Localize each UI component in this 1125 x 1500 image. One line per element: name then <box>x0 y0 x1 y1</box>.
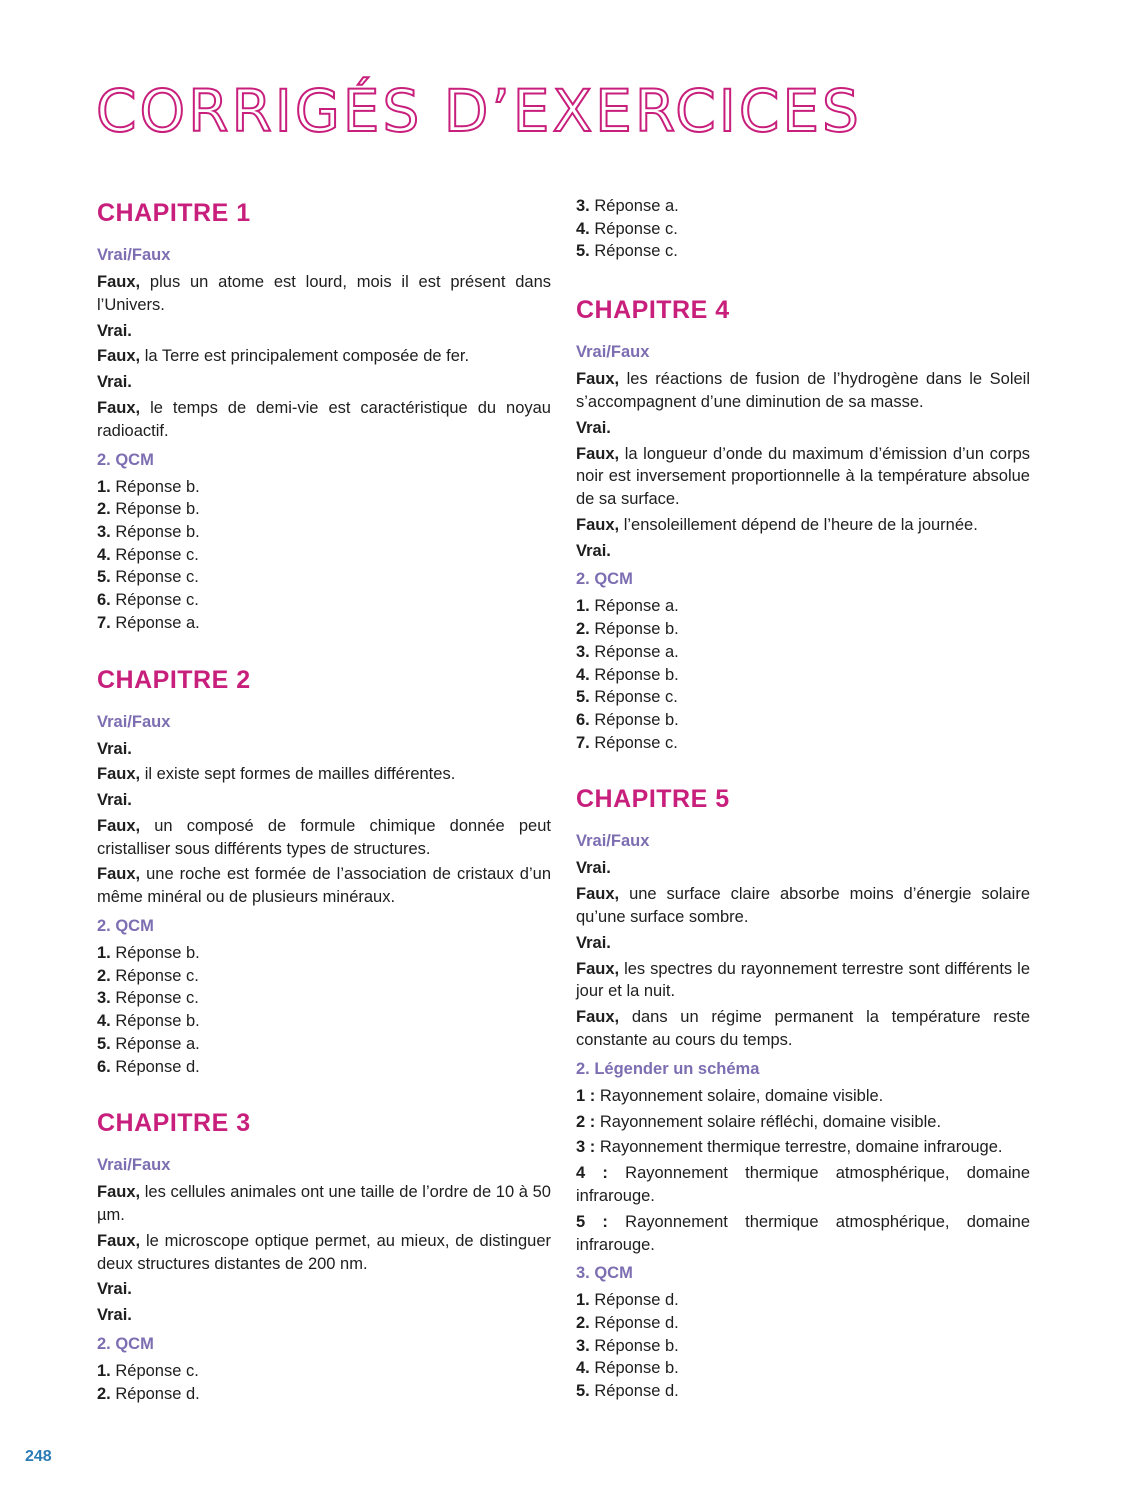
answer-text: Réponse c. <box>589 242 678 261</box>
list-item <box>576 686 1030 709</box>
answer-line <box>97 789 551 812</box>
right-column <box>576 195 1030 1431</box>
answer-label: 1. <box>97 1362 111 1381</box>
answer-line <box>97 815 551 861</box>
list-item <box>97 1010 551 1033</box>
answer-label: 1. <box>576 1291 590 1310</box>
answer-text: la longueur d’onde du maximum d’émission d’un corps noir est inversement proportionnelle à la température absolue de sa surface. <box>576 444 1030 509</box>
list-item <box>576 1312 1030 1335</box>
answer-text: Réponse b. <box>589 1336 679 1355</box>
list-item <box>576 240 1030 263</box>
qcm-list-continued <box>576 195 1030 263</box>
answer-label: Faux, <box>576 515 620 534</box>
list-item <box>97 566 551 589</box>
answer-label: Faux, <box>576 444 620 463</box>
chapter-1 <box>97 196 551 635</box>
answer-line <box>576 883 1030 929</box>
answer-label: 6. <box>576 711 590 729</box>
answer-text: Réponse b. <box>589 665 679 684</box>
answer-line <box>576 514 1030 537</box>
answer-label: Vrai. <box>576 933 611 952</box>
answer-line <box>576 417 1030 440</box>
answer-label: 7. <box>97 613 111 632</box>
chapter-4 <box>576 293 1030 754</box>
answer-label: Faux, <box>97 273 141 291</box>
answer-label: 5 : <box>576 1212 608 1231</box>
answer-text: la Terre est principalement composée de fer. <box>140 347 470 366</box>
answer-label: 3. <box>576 642 590 661</box>
answer-text: Réponse c. <box>589 733 678 752</box>
answer-label: Faux, <box>97 1183 141 1202</box>
answer-text: Réponse c. <box>110 545 199 564</box>
answer-label: 1. <box>97 477 111 496</box>
answer-text: il existe sept formes de mailles différentes. <box>140 765 456 784</box>
answer-label: Faux, <box>576 885 620 904</box>
answer-line <box>97 371 551 394</box>
qcm-list <box>97 476 551 635</box>
answer-label: Faux, <box>97 398 141 417</box>
answer-line <box>97 345 551 368</box>
list-item <box>576 218 1030 241</box>
list-item <box>97 476 551 499</box>
vrai-faux-list <box>97 738 551 910</box>
answer-label: Vrai. <box>97 739 132 758</box>
list-item <box>576 1380 1030 1403</box>
answer-label: 3. <box>576 1336 590 1355</box>
answer-line <box>576 1111 1030 1134</box>
answer-label: 5. <box>576 688 590 707</box>
answer-label: 3. <box>97 522 111 541</box>
answer-label: 3. <box>576 197 590 215</box>
page-number: 248 <box>25 1448 52 1465</box>
qcm-heading: 3. QCM <box>576 1264 633 1283</box>
answer-line <box>576 958 1030 1004</box>
answer-line <box>97 320 551 343</box>
left-column <box>97 196 551 1433</box>
answer-label: 3. <box>97 989 111 1008</box>
answer-label: 2 : <box>576 1112 596 1131</box>
answer-text: les cellules animales ont une taille de l’ordre de 10 à 50 µm. <box>97 1183 551 1225</box>
answer-label: 2. <box>97 1384 111 1403</box>
answer-text: Réponse a. <box>110 613 200 632</box>
answer-label: 5. <box>576 1382 590 1401</box>
answer-text: Réponse c. <box>110 966 199 985</box>
answer-label: 1. <box>576 597 590 616</box>
vrai-faux-heading: Vrai/Faux <box>576 343 650 362</box>
list-item <box>97 589 551 612</box>
answer-text: Réponse c. <box>589 688 678 707</box>
answer-text: Réponse b. <box>110 477 200 496</box>
answer-text: Réponse a. <box>589 642 679 661</box>
answer-line <box>576 1085 1030 1108</box>
vrai-faux-heading: Vrai/Faux <box>97 246 171 264</box>
answer-text: Réponse b. <box>110 944 200 963</box>
chapter-4-title: CHAPITRE 4 <box>576 296 730 325</box>
answer-text: Réponse a. <box>589 197 679 215</box>
answer-line <box>97 763 551 786</box>
list-item <box>97 544 551 567</box>
answer-line <box>97 1304 551 1327</box>
list-item <box>97 987 551 1010</box>
answer-line <box>576 932 1030 955</box>
answer-line <box>97 738 551 761</box>
answer-text: Réponse b. <box>110 522 200 541</box>
chapter-1-title: CHAPITRE 1 <box>97 199 251 227</box>
answer-text: le microscope optique permet, au mieux, de distinguer deux structures distantes de 200 nm. <box>97 1231 551 1273</box>
answer-line <box>576 1211 1030 1257</box>
chapter-5-title: CHAPITRE 5 <box>576 785 730 814</box>
answer-line <box>97 1230 551 1276</box>
list-item <box>576 732 1030 755</box>
answer-line <box>576 857 1030 880</box>
answer-text: le temps de demi-vie est caractéristique du noyau radioactif. <box>97 398 551 440</box>
answer-label: 2. <box>576 620 590 639</box>
answer-label: 4. <box>97 1012 111 1031</box>
answer-text: Réponse d. <box>589 1314 679 1333</box>
list-item <box>97 965 551 988</box>
vrai-faux-heading: Vrai/Faux <box>97 712 171 731</box>
answer-text: Réponse b. <box>110 1012 200 1031</box>
answer-text: dans un régime permanent la température reste constante au cours du temps. <box>576 1008 1030 1049</box>
list-item <box>97 1360 551 1383</box>
list-item <box>576 664 1030 687</box>
answer-label: Faux, <box>576 1008 620 1027</box>
answer-label: 4 : <box>576 1164 608 1183</box>
chapter-3 <box>97 1106 551 1405</box>
answer-label: 4. <box>576 219 590 238</box>
answer-label: 7. <box>576 733 590 752</box>
answer-line <box>97 1278 551 1301</box>
answer-line <box>97 271 551 317</box>
answer-text: Réponse b. <box>589 620 679 639</box>
list-item <box>97 1033 551 1056</box>
qcm-list <box>97 942 551 1078</box>
vrai-faux-heading: Vrai/Faux <box>97 1156 171 1175</box>
answer-label: 1. <box>97 944 111 963</box>
answer-label: Vrai. <box>576 859 611 878</box>
answer-label: Vrai. <box>97 321 132 340</box>
page-title: CORRIGÉS D’EXERCICES <box>96 77 862 145</box>
answer-label: Faux, <box>576 959 620 978</box>
answer-text: Rayonnement thermique atmosphérique, domaine infrarouge. <box>576 1164 1031 1205</box>
qcm-heading: 2. QCM <box>97 450 154 469</box>
answer-text: Réponse d. <box>589 1382 679 1401</box>
answer-label: 3 : <box>576 1138 596 1157</box>
answer-label: 4. <box>576 1359 590 1378</box>
answer-text: Rayonnement solaire réfléchi, domaine visible. <box>595 1112 942 1131</box>
answer-label: 4. <box>97 545 111 564</box>
answer-text: Réponse c. <box>110 591 199 610</box>
list-item <box>576 1357 1030 1380</box>
vrai-faux-list <box>97 1181 551 1327</box>
list-item <box>97 1056 551 1079</box>
qcm-heading: 2. QCM <box>97 1335 154 1354</box>
list-item <box>576 1335 1030 1358</box>
answer-line <box>576 368 1030 414</box>
answer-label: 5. <box>97 1034 111 1053</box>
answer-text: Rayonnement thermique terrestre, domaine infrarouge. <box>595 1138 1003 1157</box>
schema-list <box>576 1085 1030 1257</box>
answer-label: Vrai. <box>576 418 611 437</box>
vrai-faux-heading: Vrai/Faux <box>576 832 650 851</box>
answer-text: les réactions de fusion de l’hydrogène dans le Soleil s’accompagnent d’une diminution de sa masse. <box>576 370 1030 411</box>
vrai-faux-list <box>576 368 1030 562</box>
chapter-5 <box>576 782 1030 1402</box>
answer-text: Réponse b. <box>110 500 200 519</box>
answer-label: Vrai. <box>97 373 132 392</box>
qcm-heading: 2. QCM <box>97 917 154 936</box>
answer-text: Réponse c. <box>589 219 678 238</box>
answer-text: Réponse d. <box>110 1057 200 1076</box>
answer-text: Réponse a. <box>589 597 679 616</box>
answer-line <box>576 540 1030 563</box>
schema-heading: 2. Légender un schéma <box>576 1059 760 1078</box>
answer-line <box>97 863 551 909</box>
answer-label: Faux, <box>97 865 141 884</box>
answer-label: 2. <box>97 966 111 985</box>
list-item <box>576 595 1030 618</box>
answer-label: Vrai. <box>97 1280 132 1299</box>
answer-text: Réponse d. <box>110 1384 200 1403</box>
answer-line <box>97 1181 551 1227</box>
answer-text: Réponse c. <box>110 989 199 1008</box>
answer-label: Vrai. <box>97 1306 132 1325</box>
qcm-list <box>576 595 1030 754</box>
answer-label: 6. <box>97 1057 111 1076</box>
list-item <box>576 1289 1030 1312</box>
chapter-2-title: CHAPITRE 2 <box>97 665 251 694</box>
answer-label: 2. <box>97 500 111 519</box>
list-item <box>97 498 551 521</box>
list-item <box>576 618 1030 641</box>
answer-label: Faux, <box>97 816 141 835</box>
answer-label: Faux, <box>97 347 141 366</box>
answer-line <box>576 1162 1030 1208</box>
answer-line <box>97 397 551 443</box>
answer-text: une roche est formée de l’association de cristaux d’un même minéral ou de plusieurs minéraux. <box>97 865 551 907</box>
vrai-faux-list <box>97 271 551 443</box>
answer-label: Vrai. <box>576 541 611 560</box>
answer-line <box>576 1006 1030 1052</box>
answer-text: un composé de formule chimique donnée peut cristalliser sous différents types de structures. <box>97 816 551 858</box>
answer-text: plus un atome est lourd, mois il est présent dans l’Univers. <box>97 273 551 314</box>
answer-text: l’ensoleillement dépend de l’heure de la journée. <box>619 515 978 534</box>
qcm-list <box>97 1360 551 1405</box>
answer-text: Réponse c. <box>110 1362 199 1381</box>
list-item <box>97 1383 551 1406</box>
answer-label: 4. <box>576 665 590 684</box>
list-item <box>97 521 551 544</box>
answer-label: Faux, <box>97 765 141 784</box>
answer-text: Rayonnement thermique atmosphérique, domaine infrarouge. <box>576 1212 1031 1254</box>
answer-label: Faux, <box>97 1231 141 1250</box>
answer-line <box>576 443 1030 511</box>
vrai-faux-list <box>576 857 1030 1051</box>
answer-label: Faux, <box>576 370 620 389</box>
answer-text: Réponse d. <box>589 1291 679 1310</box>
qcm-heading: 2. QCM <box>576 570 633 589</box>
answer-label: 5. <box>576 242 590 261</box>
answer-label: Vrai. <box>97 791 132 810</box>
answer-label: 6. <box>97 591 111 610</box>
answer-text: les spectres du rayonnement terrestre sont différents le jour et la nuit. <box>576 959 1030 1001</box>
answer-text: une surface claire absorbe moins d’énergie solaire qu’une surface sombre. <box>576 885 1030 926</box>
list-item <box>97 942 551 965</box>
answer-label: 1 : <box>576 1086 596 1105</box>
chapter-2 <box>97 663 551 1079</box>
answer-label: 2. <box>576 1314 590 1333</box>
list-item <box>576 709 1030 732</box>
chapter-3-title: CHAPITRE 3 <box>97 1109 251 1138</box>
list-item <box>576 641 1030 664</box>
qcm-list <box>576 1289 1030 1403</box>
answer-text: Réponse b. <box>589 1359 679 1378</box>
list-item <box>97 612 551 635</box>
answer-line <box>576 1136 1030 1159</box>
answer-text: Réponse a. <box>110 1034 200 1053</box>
answer-text: Rayonnement solaire, domaine visible. <box>595 1086 884 1105</box>
list-item <box>576 195 1030 218</box>
chapter-3-continued <box>576 195 1030 263</box>
answer-label: 5. <box>97 568 111 587</box>
answer-text: Réponse c. <box>110 568 199 587</box>
answer-text: Réponse b. <box>589 711 679 729</box>
